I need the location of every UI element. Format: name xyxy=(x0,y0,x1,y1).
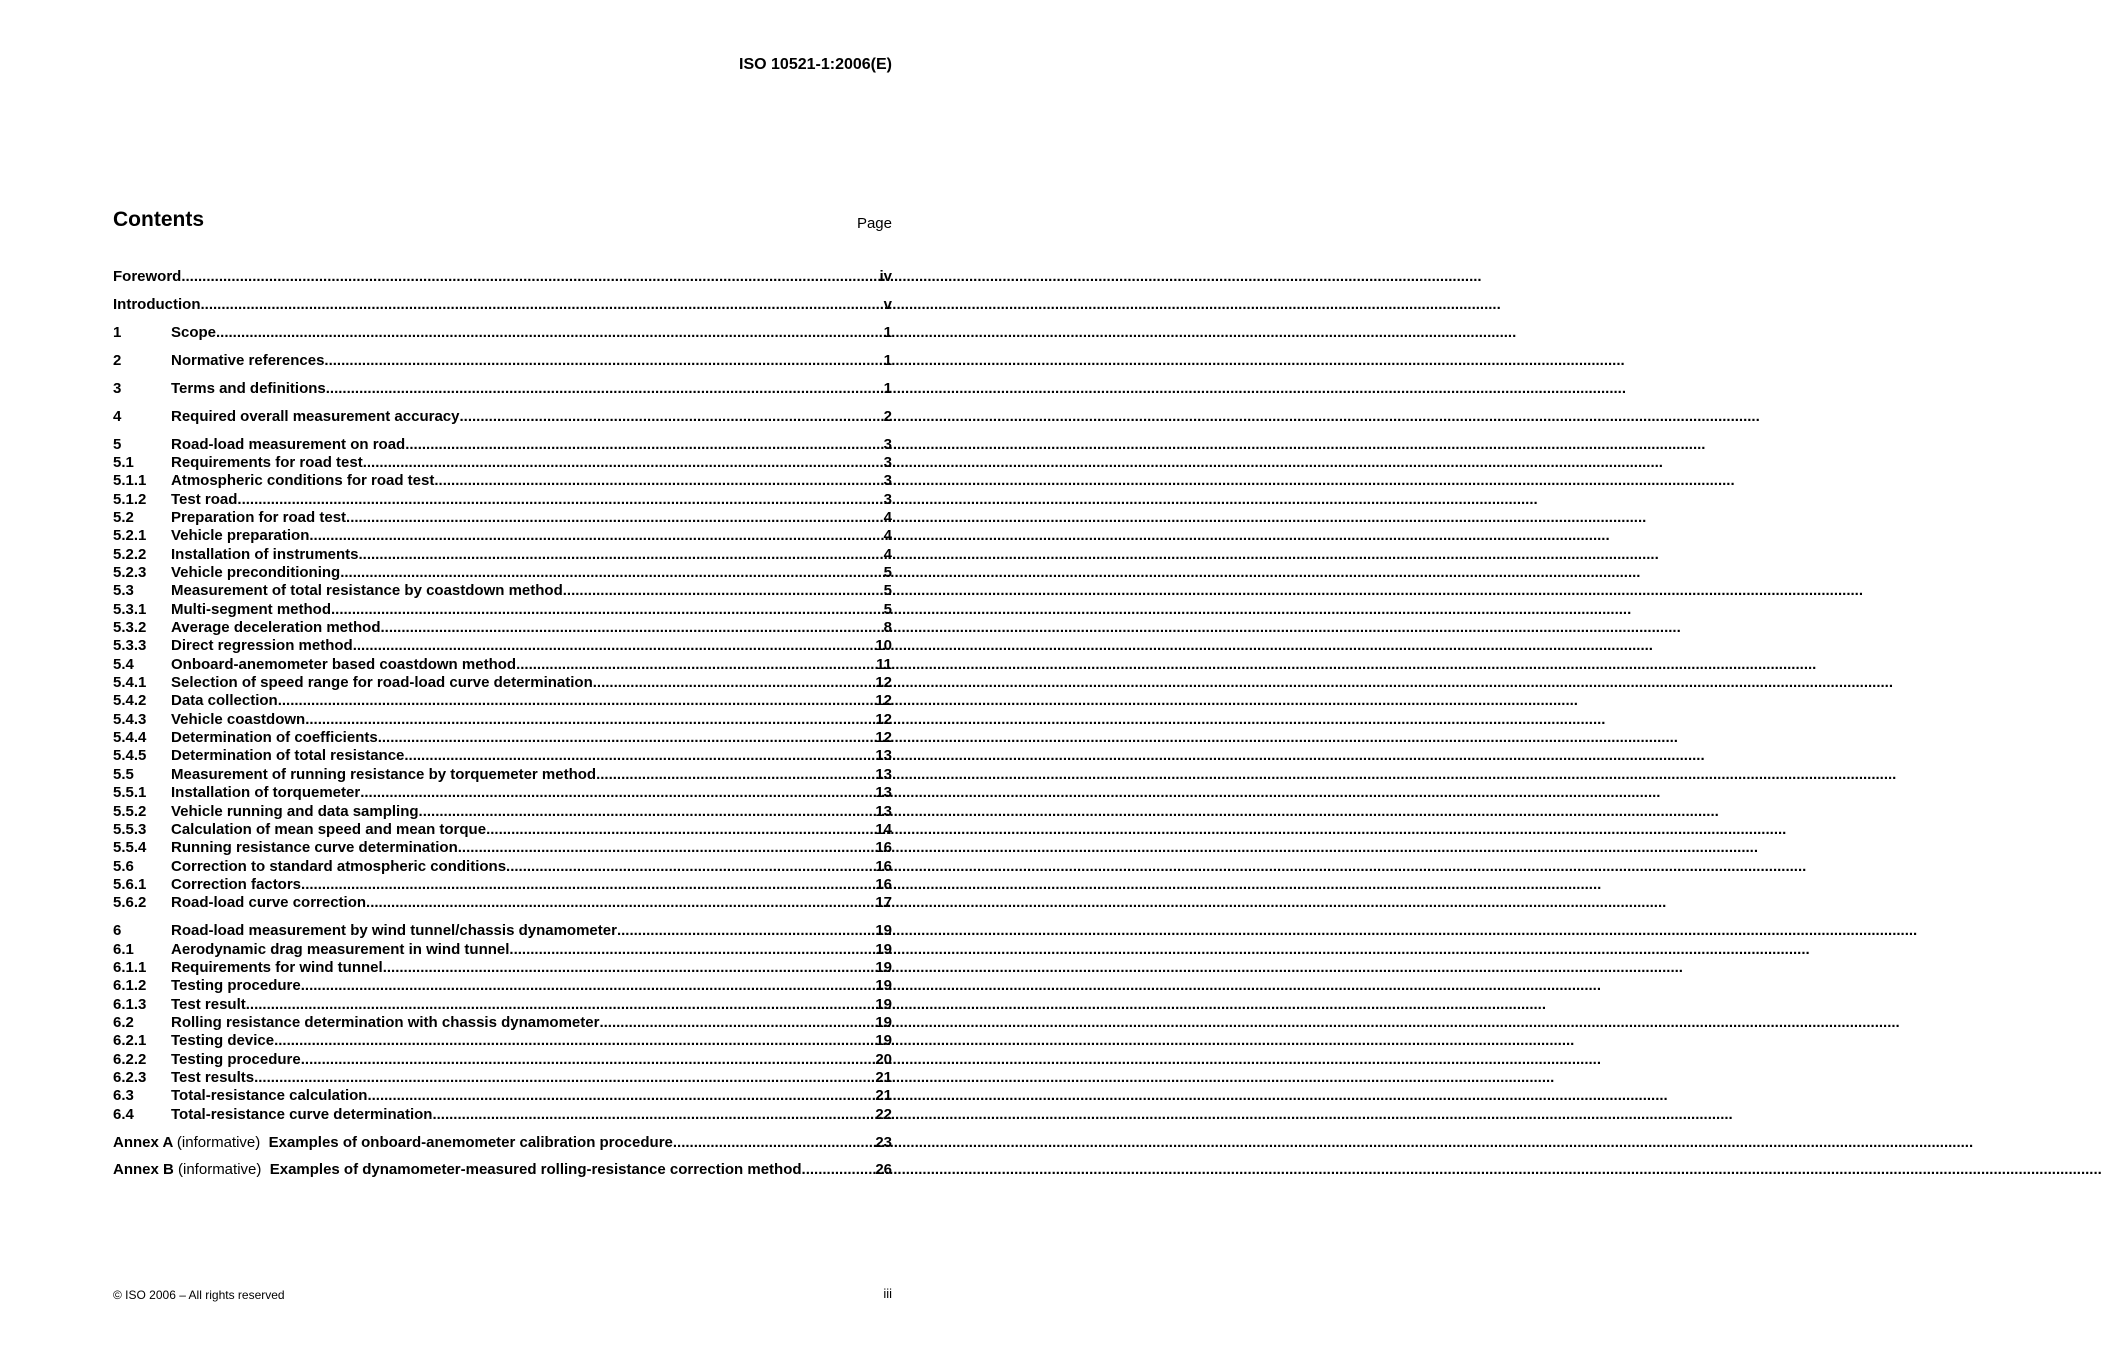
toc-entry-page: 4 xyxy=(883,527,892,545)
dot-leader xyxy=(593,674,876,692)
toc-entry-page: 3 xyxy=(883,472,892,490)
toc-entry[interactable] xyxy=(113,729,892,747)
toc-entry[interactable] xyxy=(113,784,892,802)
toc-entry-number: 5.1.2 xyxy=(113,490,147,508)
toc-entry[interactable] xyxy=(113,1014,892,1032)
toc-entry-title: Direct regression method xyxy=(171,637,353,655)
dot-leader xyxy=(506,858,875,876)
toc-entry-title: Correction factors xyxy=(171,875,302,893)
toc-entry-title: Test road xyxy=(171,490,238,508)
toc-entry[interactable] xyxy=(113,546,892,564)
toc-entry-title: Foreword xyxy=(113,268,182,285)
toc-annex-entry[interactable] xyxy=(113,1134,892,1152)
toc-entry-number: 6.1.1 xyxy=(113,958,147,976)
toc-entry-page: 11 xyxy=(876,655,892,673)
toc-entry[interactable] xyxy=(113,296,892,314)
toc-entry[interactable] xyxy=(113,637,892,655)
toc-entry-page: 1 xyxy=(883,351,892,369)
toc-entry-number: 5.4.1 xyxy=(113,674,147,692)
page-number: iii xyxy=(883,1286,892,1301)
toc-entry-number: 5.6 xyxy=(113,857,134,875)
toc-entry[interactable] xyxy=(113,674,892,692)
toc-entry-page: 12 xyxy=(875,692,892,710)
toc-entry[interactable] xyxy=(113,711,892,729)
toc-entry-page: v xyxy=(883,295,892,313)
toc-entry[interactable] xyxy=(113,747,892,765)
dot-leader xyxy=(378,729,876,747)
toc-entry-number: 5.4.3 xyxy=(113,710,147,728)
toc-entry[interactable] xyxy=(113,821,892,839)
toc-entry-number: 5 xyxy=(113,435,122,453)
dot-leader xyxy=(486,821,875,839)
dot-leader xyxy=(381,619,884,637)
toc-entry[interactable] xyxy=(113,1106,892,1124)
toc-entry-number: 6.4 xyxy=(113,1105,134,1123)
toc-entry[interactable] xyxy=(113,491,892,509)
dot-leader xyxy=(404,747,875,765)
dot-leader xyxy=(596,766,875,784)
toc-entry-number: 2 xyxy=(113,351,122,369)
dot-leader xyxy=(340,564,883,582)
copyright-notice: © ISO 2006 – All rights reserved xyxy=(113,1288,285,1302)
toc-entry[interactable] xyxy=(113,1051,892,1069)
toc-entry-number: 5.5.2 xyxy=(113,802,147,820)
toc-entry-number: 5.2.3 xyxy=(113,564,147,582)
toc-entry[interactable] xyxy=(113,268,892,286)
toc-entry-page: 19 xyxy=(875,940,892,958)
toc-entry-page: 13 xyxy=(875,802,892,820)
toc-entry-title: Aerodynamic drag measurement in wind tunnel xyxy=(171,940,510,958)
dot-leader xyxy=(509,941,875,959)
toc-entry-title: Total-resistance calculation xyxy=(171,1087,368,1105)
toc-entry-number: 5.4 xyxy=(113,655,134,673)
toc-entry-number: 6.2 xyxy=(113,1013,134,1031)
toc-entry[interactable] xyxy=(113,839,892,857)
toc-entry-page: 17 xyxy=(875,894,892,912)
toc-entry-title: Introduction xyxy=(113,295,201,313)
toc-entry-page: 5 xyxy=(883,564,892,582)
dot-leader xyxy=(617,922,875,940)
toc-entry-title: Normative references xyxy=(171,351,325,369)
toc-entry-number: 6.3 xyxy=(113,1087,134,1105)
toc-entry[interactable] xyxy=(113,692,892,710)
dot-leader xyxy=(301,1051,876,1069)
toc-entry-page: 3 xyxy=(883,435,892,453)
dot-leader xyxy=(309,527,883,545)
dot-leader xyxy=(516,656,876,674)
toc-entry[interactable] xyxy=(113,876,892,894)
toc-entry[interactable] xyxy=(113,1069,892,1087)
dot-leader xyxy=(353,637,876,655)
toc-entry[interactable] xyxy=(113,894,892,912)
toc-entry[interactable] xyxy=(113,1032,892,1050)
toc-entry-title: Determination of total resistance xyxy=(171,747,405,765)
toc-entry-page: 21 xyxy=(875,1087,892,1105)
toc-entry-title: Correction to standard atmospheric conditions xyxy=(171,857,507,875)
toc-entry[interactable] xyxy=(113,380,892,398)
toc-entry-title: Selection of speed range for road-load curve determination xyxy=(171,674,593,692)
toc-entry[interactable] xyxy=(113,656,892,674)
dot-leader xyxy=(216,324,884,342)
toc-entry-number: 6.2.1 xyxy=(113,1032,147,1050)
toc-entry-title: Road-load curve correction xyxy=(171,894,367,912)
dot-leader xyxy=(363,454,884,472)
toc-entry-page: iv xyxy=(879,268,892,285)
toc-entry-number: 5.5.4 xyxy=(113,839,147,857)
dot-leader xyxy=(599,1014,875,1032)
toc-entry-title: Requirements for wind tunnel xyxy=(171,958,383,976)
dot-leader xyxy=(802,1161,876,1179)
toc-entry-page: 4 xyxy=(883,509,892,526)
dot-leader xyxy=(181,268,879,286)
dot-leader xyxy=(274,1032,875,1050)
toc-entry-title: Vehicle coastdown xyxy=(171,710,306,728)
toc-entry-number: 5.6.2 xyxy=(113,894,147,912)
toc-entry-number: 5.5 xyxy=(113,765,134,783)
toc-entry-title: Road-load measurement by wind tunnel/chassis dynamometer xyxy=(171,922,617,940)
toc-entry-number: 6.2.3 xyxy=(113,1068,147,1086)
toc-entry[interactable] xyxy=(113,454,892,472)
toc-entry[interactable] xyxy=(113,996,892,1014)
dot-leader xyxy=(301,977,876,995)
toc-entry-number: 5.4.4 xyxy=(113,729,147,747)
toc-entry-title: Average deceleration method xyxy=(171,619,381,637)
toc-entry[interactable] xyxy=(113,527,892,545)
toc-entry-number: 5.3 xyxy=(113,582,134,600)
toc-entry-number: 5.3.3 xyxy=(113,637,147,655)
toc-entry-number: 5.1.1 xyxy=(113,472,147,490)
toc-entry-title: Required overall measurement accuracy xyxy=(171,407,460,425)
dot-leader xyxy=(432,1106,875,1124)
toc-entry-page: 1 xyxy=(883,379,892,397)
toc-entry-title: Total-resistance curve determination xyxy=(171,1105,433,1123)
document-id: ISO 10521-1:2006(E) xyxy=(739,56,892,73)
toc-entry-title: Vehicle running and data sampling xyxy=(171,802,419,820)
toc-entry-title: Running resistance curve determination xyxy=(171,839,458,857)
toc-entry[interactable] xyxy=(113,564,892,582)
dot-leader xyxy=(434,472,883,490)
toc-entry-page: 13 xyxy=(875,784,892,802)
toc-entry[interactable] xyxy=(113,922,892,940)
table-of-contents xyxy=(113,268,892,1180)
dot-leader xyxy=(346,509,884,527)
toc-entry-title: Preparation for road test xyxy=(171,509,347,526)
toc-entry-title: Measurement of total resistance by coastdown method xyxy=(171,582,563,600)
toc-entry-title: Test result xyxy=(171,995,246,1013)
toc-entry-page: 2 xyxy=(883,407,892,425)
page-column-label: Page xyxy=(856,215,892,232)
dot-leader xyxy=(563,582,884,600)
toc-entry-page: 12 xyxy=(875,674,892,692)
toc-entry-page: 12 xyxy=(875,710,892,728)
toc-entry[interactable] xyxy=(113,352,892,370)
toc-entry-title: Testing procedure xyxy=(171,1050,301,1068)
toc-entry-number: 5.1 xyxy=(113,453,134,471)
toc-entry-title: Calculation of mean speed and mean torque xyxy=(171,820,487,838)
toc-entry-page: 19 xyxy=(875,1032,892,1050)
annex-type: (informative) xyxy=(178,1161,262,1179)
toc-entry-page: 14 xyxy=(875,820,892,838)
toc-entry-number: 5.5.1 xyxy=(113,784,147,802)
toc-entry-page: 16 xyxy=(875,875,892,893)
toc-entry-number: 3 xyxy=(113,379,122,397)
toc-entry-title: Determination of coefficients xyxy=(171,729,378,747)
toc-entry-page: 5 xyxy=(883,582,892,600)
toc-entry[interactable] xyxy=(113,408,892,426)
toc-entry[interactable] xyxy=(113,941,892,959)
dot-leader xyxy=(305,711,875,729)
dot-leader xyxy=(405,436,883,454)
dot-leader xyxy=(301,876,875,894)
toc-entry-page: 19 xyxy=(875,922,892,940)
dot-leader xyxy=(200,296,883,314)
dot-leader xyxy=(419,803,876,821)
toc-entry-page: 16 xyxy=(875,857,892,875)
dot-leader xyxy=(331,601,884,619)
dot-leader xyxy=(673,1134,875,1152)
toc-entry-number: 5.2.1 xyxy=(113,527,147,545)
toc-entry-title: Measurement of running resistance by torquemeter method xyxy=(171,765,597,783)
dot-leader xyxy=(359,546,884,564)
dot-leader xyxy=(366,894,875,912)
annex-title: Examples of onboard-anemometer calibration procedure xyxy=(268,1133,673,1151)
toc-entry-title: Vehicle preconditioning xyxy=(171,564,341,582)
dot-leader xyxy=(383,959,876,977)
toc-entry-page: 10 xyxy=(875,637,892,655)
toc-annex-heading xyxy=(113,1134,673,1152)
toc-entry[interactable] xyxy=(113,509,892,527)
toc-entry-title: Testing device xyxy=(171,1032,275,1050)
dot-leader xyxy=(278,692,876,710)
toc-entry-page: 13 xyxy=(875,747,892,765)
toc-entry-number: 5.3.1 xyxy=(113,600,147,618)
toc-entry[interactable] xyxy=(113,436,892,454)
toc-entry-page: 8 xyxy=(883,619,892,637)
toc-entry[interactable] xyxy=(113,324,892,342)
toc-entry-page: 5 xyxy=(883,600,892,618)
toc-entry-number: 5.6.1 xyxy=(113,875,147,893)
toc-entry-number: 5.3.2 xyxy=(113,619,147,637)
toc-entry[interactable] xyxy=(113,1087,892,1105)
toc-entry[interactable] xyxy=(113,619,892,637)
annex-type: (informative) xyxy=(176,1133,261,1151)
toc-entry-page: 19 xyxy=(875,995,892,1013)
toc-annex-entry[interactable] xyxy=(113,1161,892,1179)
toc-entry-title: Installation of instruments xyxy=(171,545,359,563)
contents-title: Contents xyxy=(113,208,204,231)
dot-leader xyxy=(458,839,876,857)
toc-entry-page: 22 xyxy=(875,1105,892,1123)
dot-leader xyxy=(324,352,883,370)
dot-leader xyxy=(246,996,876,1014)
toc-entry[interactable] xyxy=(113,766,892,784)
toc-entry-number: 6.1.2 xyxy=(113,977,147,995)
toc-entry[interactable] xyxy=(113,858,892,876)
toc-entry-title: Road-load measurement on road xyxy=(171,435,406,453)
dot-leader xyxy=(237,491,883,509)
toc-entry-title: Requirements for road test xyxy=(171,453,363,471)
toc-entry-page: 3 xyxy=(883,490,892,508)
toc-entry-page: 19 xyxy=(875,977,892,995)
toc-entry-title: Rolling resistance determination with chassis dynamometer xyxy=(171,1013,600,1031)
toc-entry-number: 5.2.2 xyxy=(113,545,147,563)
toc-entry-title: Scope xyxy=(171,323,217,341)
toc-annex-heading xyxy=(113,1161,802,1179)
toc-entry-title: Installation of torquemeter xyxy=(171,784,361,802)
toc-annex-page: 26 xyxy=(875,1161,892,1179)
toc-entry-page: 12 xyxy=(875,729,892,747)
toc-entry-number: 6.1 xyxy=(113,940,134,958)
toc-entry-number: 4 xyxy=(113,407,122,425)
toc-entry[interactable] xyxy=(113,472,892,490)
toc-entry-page: 21 xyxy=(875,1068,892,1086)
toc-entry-number: 5.5.3 xyxy=(113,820,147,838)
toc-entry-title: Testing procedure xyxy=(171,977,301,995)
annex-title: Examples of dynamometer-measured rolling-resistance correction method xyxy=(269,1161,802,1179)
toc-entry-page: 1 xyxy=(883,323,892,341)
toc-entry-page: 16 xyxy=(875,839,892,857)
annex-label: Annex B xyxy=(113,1161,174,1179)
toc-entry-title: Data collection xyxy=(171,692,278,710)
toc-entry-number: 6.1.3 xyxy=(113,995,147,1013)
toc-entry-page: 4 xyxy=(883,545,892,563)
toc-entry-number: 6 xyxy=(113,922,122,940)
toc-entry-number: 1 xyxy=(113,323,122,341)
dot-leader xyxy=(367,1087,875,1105)
toc-entry-title: Onboard-anemometer based coastdown method xyxy=(171,655,517,673)
toc-entry-number: 5.2 xyxy=(113,509,134,526)
toc-entry-page: 3 xyxy=(883,453,892,471)
dot-leader xyxy=(254,1069,875,1087)
toc-entry[interactable] xyxy=(113,582,892,600)
toc-annex-page: 23 xyxy=(875,1133,892,1151)
toc-entry-page: 19 xyxy=(875,1013,892,1031)
toc-entry-number: 5.4.2 xyxy=(113,692,147,710)
toc-entry[interactable] xyxy=(113,601,892,619)
toc-entry-title: Terms and definitions xyxy=(171,379,326,397)
toc-entry-number: 5.4.5 xyxy=(113,747,147,765)
toc-entry[interactable] xyxy=(113,977,892,995)
dot-leader xyxy=(459,408,883,426)
toc-entry-title: Multi-segment method xyxy=(171,600,331,618)
toc-entry-title: Atmospheric conditions for road test xyxy=(171,472,435,490)
toc-entry[interactable] xyxy=(113,959,892,977)
dot-leader xyxy=(360,784,875,802)
toc-entry-title: Vehicle preparation xyxy=(171,527,310,545)
dot-leader xyxy=(326,380,884,398)
toc-entry-page: 20 xyxy=(875,1050,892,1068)
toc-entry-number: 6.2.2 xyxy=(113,1050,147,1068)
toc-entry-page: 13 xyxy=(875,765,892,783)
toc-entry-page: 19 xyxy=(875,958,892,976)
toc-entry-title: Test results xyxy=(171,1068,255,1086)
toc-entry[interactable] xyxy=(113,803,892,821)
annex-label: Annex A xyxy=(113,1133,173,1151)
